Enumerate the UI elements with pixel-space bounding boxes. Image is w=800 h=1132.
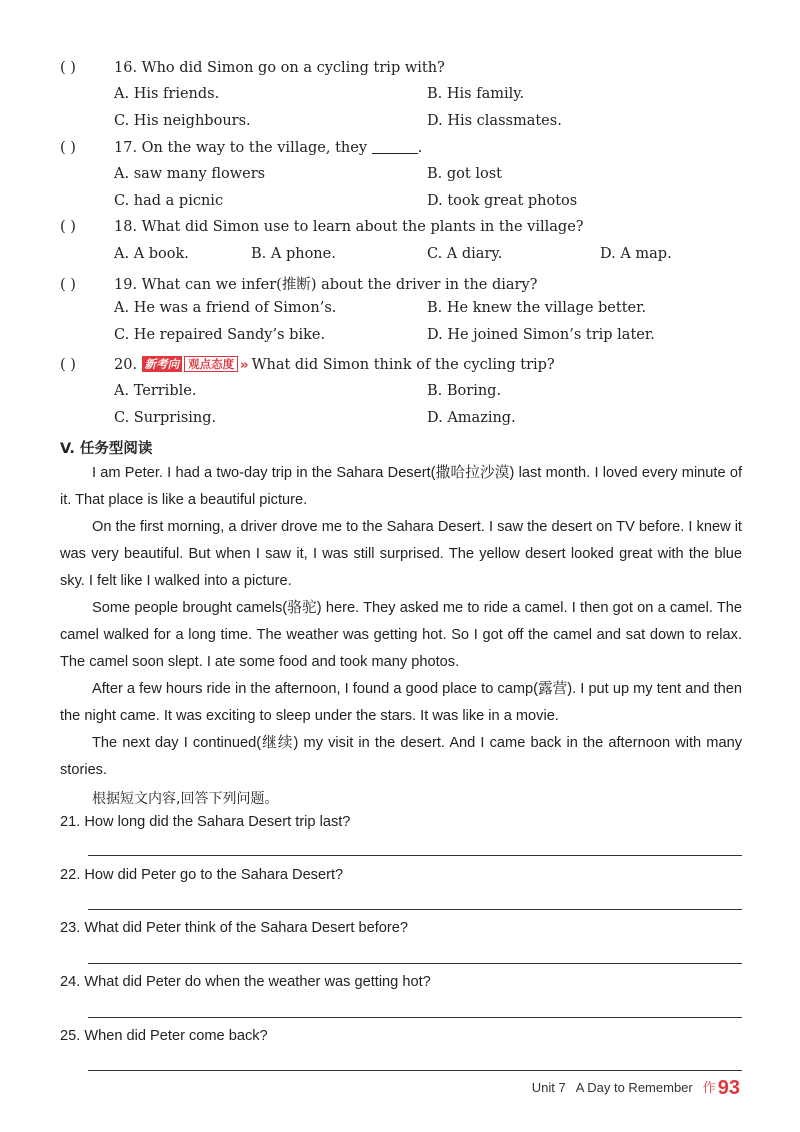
- instruction: 根据短文内容,回答下列问题。: [92, 791, 279, 807]
- question-19: [60, 273, 537, 294]
- homework-label: 作: [702, 1081, 716, 1096]
- option-c: C. His neighbours.: [114, 113, 251, 129]
- answer-line-24[interactable]: [88, 1017, 742, 1018]
- question-24: 24. What did Peter do when the weather was getting hot?: [60, 974, 431, 990]
- question-number: 20.: [114, 357, 138, 373]
- answer-bracket[interactable]: ( ): [60, 277, 76, 293]
- question-20: [60, 356, 555, 373]
- option-d: D. His classmates.: [427, 113, 562, 129]
- option-a: A. A book.: [114, 246, 189, 262]
- question-text-end: .: [417, 140, 423, 156]
- answer-line-25[interactable]: [88, 1070, 742, 1071]
- new-trend-tag: 新考向: [142, 356, 183, 372]
- option-d: D. He joined Simon’s trip later.: [427, 327, 655, 343]
- option-b: B. His family.: [427, 86, 525, 102]
- answer-line-23[interactable]: [88, 963, 742, 964]
- fill-blank: [372, 139, 418, 154]
- answer-line-22[interactable]: [88, 909, 742, 910]
- question-21: 21. How long did the Sahara Desert trip last?: [60, 814, 351, 830]
- question-16: [60, 60, 445, 76]
- page-footer: [532, 1077, 740, 1100]
- passage-paragraph: Some people brought camels(骆驼) here. They asked me to ride a camel. I then got on a camel. The camel walked for a long time. The weather was getting hot. So I got off the camel and sat down to relax. The camel soon slept. I ate some food and took many photos.: [60, 600, 742, 670]
- option-d: D. A map.: [600, 246, 672, 262]
- question-22: 22. How did Peter go to the Sahara Desert?: [60, 867, 344, 883]
- question-17: [60, 139, 422, 156]
- option-d: D. Amazing.: [427, 410, 516, 426]
- viewpoint-tag: 观点态度: [184, 356, 238, 372]
- question-25: 25. When did Peter come back?: [60, 1028, 268, 1044]
- question-text: 16. Who did Simon go on a cycling trip with?: [114, 60, 445, 76]
- unit-title: A Day to Remember: [575, 1080, 693, 1095]
- option-b: B. He knew the village better.: [427, 300, 647, 316]
- unit-label: Unit 7: [531, 1080, 566, 1095]
- double-chevron-icon: »: [240, 358, 249, 373]
- option-c: C. A diary.: [427, 246, 503, 262]
- option-b: B. got lost: [427, 166, 502, 182]
- passage-paragraph: The next day I continued(继续) my visit in the desert. And I came back in the afternoon with many stories.: [60, 735, 742, 778]
- section-heading: V. 任务型阅读: [60, 441, 153, 457]
- option-c: C. He repaired Sandy’s bike.: [114, 327, 326, 343]
- page-number: 93: [717, 1077, 740, 1099]
- option-b: B. Boring.: [427, 383, 502, 399]
- question-18: [60, 219, 584, 235]
- passage-paragraph: I am Peter. I had a two-day trip in the Sahara Desert(撒哈拉沙漠) last month. I loved every minute of it. That place is like a beautiful picture.: [60, 465, 742, 508]
- option-a: A. Terrible.: [114, 383, 197, 399]
- question-23: 23. What did Peter think of the Sahara Desert before?: [60, 920, 409, 936]
- option-a: A. He was a friend of Simon’s.: [114, 300, 337, 316]
- answer-bracket[interactable]: ( ): [60, 60, 76, 76]
- answer-bracket[interactable]: ( ): [60, 140, 76, 156]
- reading-passage: [60, 460, 742, 784]
- answer-line-21[interactable]: [88, 855, 742, 856]
- option-b: B. A phone.: [251, 246, 336, 262]
- answer-bracket[interactable]: ( ): [60, 357, 76, 373]
- option-d: D. took great photos: [427, 193, 578, 209]
- question-text: 17. On the way to the village, they: [114, 140, 368, 156]
- option-c: C. Surprising.: [114, 410, 217, 426]
- option-c: C. had a picnic: [114, 193, 224, 209]
- option-a: A. His friends.: [114, 86, 220, 102]
- question-text: 18. What did Simon use to learn about the plants in the village?: [114, 219, 584, 235]
- question-text: 19. What can we infer(推断) about the driver in the diary?: [114, 277, 538, 293]
- question-text: What did Simon think of the cycling trip?: [251, 357, 555, 373]
- option-a: A. saw many flowers: [114, 166, 266, 182]
- passage-paragraph: After a few hours ride in the afternoon, I found a good place to camp(露营). I put up my tent and then the night came. It was exciting to sleep under the stars. It was like in a movie.: [60, 681, 742, 724]
- passage-paragraph: On the first morning, a driver drove me to the Sahara Desert. I saw the desert on TV before. I knew it was very beautiful. But when I saw it, I was still surprised. The yellow desert looked great with the blue sky. I felt like I walked into a picture.: [60, 519, 742, 589]
- answer-bracket[interactable]: ( ): [60, 219, 76, 235]
